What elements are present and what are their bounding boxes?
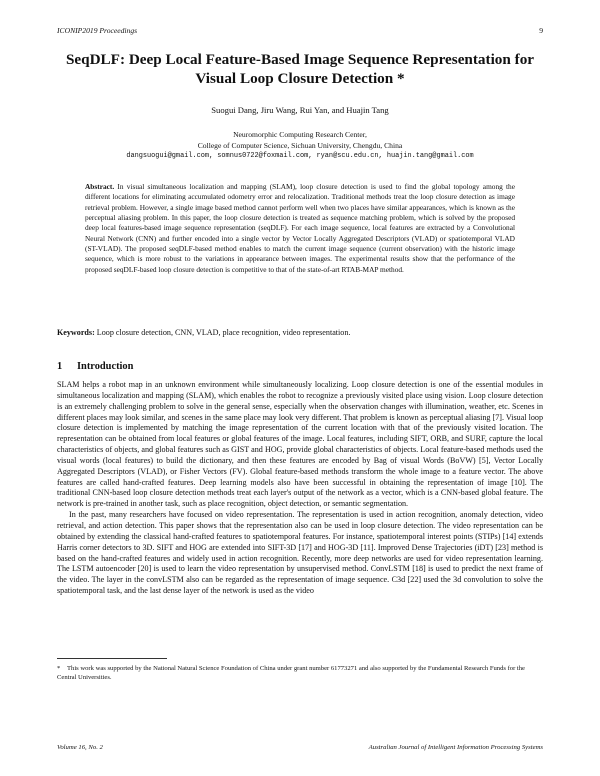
section-heading [57, 361, 133, 372]
keywords-label: Keywords: [57, 328, 95, 337]
affiliation-line-1: Neuromorphic Computing Research Center, [233, 130, 367, 139]
section-number: 1 [57, 361, 63, 372]
footnote-text: This work was supported by the National Natural Science Foundation of China under grant number 61773271 and also supported by the Fundamental Research Funds for the Central Universities. [57, 665, 525, 682]
affiliation [57, 129, 543, 163]
paragraph-1: SLAM helps a robot map in an unknown environment while simultaneously localizing. Loop closure detection is one of the essential modules in simultaneous localization and mapping (SLAM), which enables the robot to recognize a previously visited place using vision. Loop closure detection is an extremely challenging problem to solve in the general sense, especially when the observation changes with illumination, weather, etc. Scenes in different places may look similar, and scenes in the same place may look very different. That problem is known as perceptual aliasing [7]. Visual loop closure detection is implemented by matching the image representation of the current location with that of the previously visited location. The representation can be obtained from local features or global features of the image. Local features, including SIFT, ORB, and SURF, capture the local characteristics of objects, and global features such as GIST and HOG, provide global characteristics of objects. Local feature-based methods used the visual words (local features) to build the dictionary, and then these features are encoded by Bag of visual Words (BoVW) [5], Vector Locally Aggregated Descriptors (VLAD), or Fisher Vectors (FV). Global feature-based methods transform the whole image to a feature vector. The above features are called hand-crafted features. Deep learning models also have been successful in obtaining the representation of image [10]. The traditional CNN-based loop closure detection methods treat each layer's output of the network as a vector, which is a CNN-based global feature. The network is pre-trained in another task, such as place recognition, object detection, or semantic segmentation. [57, 380, 543, 509]
footer-journal: Australian Journal of Intelligent Information Processing Systems [368, 744, 543, 751]
header-page-number: 9 [539, 26, 543, 35]
abstract [85, 182, 515, 275]
paragraph-2: In the past, many researchers have focused on video representation. The representation is used in action recognition, anomaly detection, video retrieval, and action detection. This paper shows that the representation also can be used in loop closure detection. The video representation can be obtained by extending the classical hand-crafted features to spatiotemporal features. For instance, spatiotemporal interest points (STIPs) [14] extends Harris corner detectors to 3D. SIFT and HOG are extended into SIFT-3D [17] and HOG-3D [11]. Improved Dense Trajectories (iDT) [23] method is based on the hand-crafted features and widely used in action recognition. Recently, more deep networks are used for video representation learning. The LSTM autoencoder [20] is used to learn the video representation by unsupervised method. ConvLSTM [18] is used to predict the next frame of the video. The layer in the convLSTM also can be regarded as the representation of image sequence. C3d [22] used the 3d convolution to solve the spatiotemporal task, and the last dense layer of the network is used as the video [57, 510, 543, 596]
body-text [57, 380, 543, 597]
author-list: Suogui Dang, Jiru Wang, Rui Yan, and Huajin Tang [211, 105, 389, 115]
footnote-mark: * [57, 665, 61, 672]
footnote [57, 664, 543, 682]
running-header [57, 26, 543, 38]
keywords-text: Loop closure detection, CNN, VLAD, place recognition, video representation. [96, 328, 351, 337]
footer-volume: Volume 16, No. 2 [57, 744, 103, 751]
footnote-rule [57, 658, 167, 659]
abstract-label: Abstract. [85, 182, 115, 191]
affiliation-line-2: College of Computer Science, Sichuan University, Chengdu, China [197, 141, 403, 151]
paper-title: SeqDLF: Deep Local Feature-Based Image Sequence Representation for Visual Loop Closure Detection * [65, 51, 535, 87]
page-footer [57, 744, 543, 756]
author-emails: dangsuogui@gmail.com, somnus0722@foxmail.com, ryan@scu.edu.cn, huajin.tang@gmail.com [126, 152, 474, 161]
abstract-text: In visual simultaneous localization and mapping (SLAM), loop closure detection is used to find the global topology among the different locations for eliminating accumulated odometry error and relocalization. Traditional methods treat the loop closure detection as image retrieval problem. However, a single image based method cannot perform well when two places have similar appearances, which is known as the perceptual aliasing problem. In this paper, the loop closure detection is treated as sequence matching problem, which is solved by the proposed deep local features-based image sequence representation (seqDLF). For each image sequence, local features are extracted by a Convolutional Neural Network (CNN) and further encoded into a single vector by Vector Locally Aggregated Descriptors (VLAD) or spatiotemporal VLAD (ST-VLAD). The proposed seqDLF-based method enables to match the current image sequence (current observation) with the historic image sequence, which is more robust to the variations in appearance between images. The experimental results show that the performance of the proposed seqDLF-based loop closure detection is competitive to that of the state-of-art RTAB-MAP method. [85, 182, 515, 274]
header-journal: ICONIP2019 Proceedings [57, 26, 138, 35]
keywords [57, 328, 543, 337]
section-title: Introduction [77, 361, 134, 372]
